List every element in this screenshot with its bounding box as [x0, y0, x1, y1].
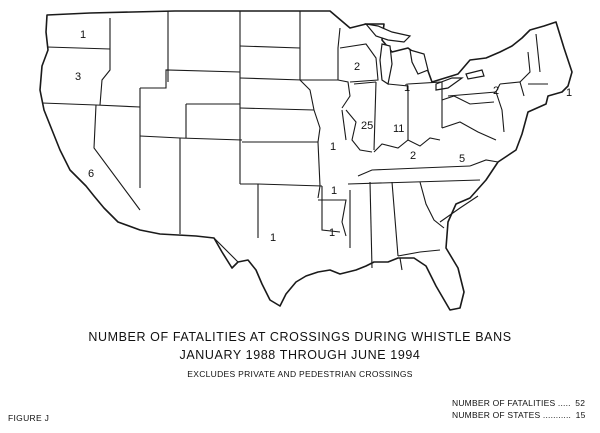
count-indiana: 11 — [393, 123, 405, 135]
count-texas: 1 — [270, 232, 277, 244]
count-massachusetts: 1 — [566, 87, 573, 99]
count-california: 6 — [88, 168, 95, 180]
map-title: NUMBER OF FATALITIES AT CROSSINGS DURING WHISTLE BANS — [88, 330, 512, 344]
count-illinois: 25 — [361, 120, 374, 132]
map-date-range: JANUARY 1988 THROUGH JUNE 1994 — [179, 348, 421, 362]
fatalities-value: 52 — [575, 398, 586, 408]
count-oregon: 3 — [75, 71, 82, 83]
count-kentucky: 2 — [410, 150, 417, 162]
states-summary — [452, 410, 586, 420]
count-virginia: 5 — [459, 153, 466, 165]
count-arkansas: 1 — [331, 185, 338, 197]
fatalities-summary — [452, 398, 585, 408]
states-label: NUMBER OF STATES ........... — [452, 410, 572, 420]
count-wisconsin: 2 — [354, 61, 361, 73]
count-missouri: 1 — [330, 141, 337, 153]
states-value: 15 — [575, 410, 586, 420]
map-subtitle: EXCLUDES PRIVATE AND PEDESTRIAN CROSSINGS — [187, 369, 413, 379]
count-new-york: 2 — [493, 85, 500, 97]
fatalities-label: NUMBER OF FATALITIES ..... — [452, 398, 571, 408]
count-louisiana: 1 — [329, 227, 336, 239]
count-michigan: 1 — [404, 82, 411, 94]
count-washington: 1 — [80, 29, 87, 41]
figure-label: FIGURE J — [8, 413, 50, 423]
